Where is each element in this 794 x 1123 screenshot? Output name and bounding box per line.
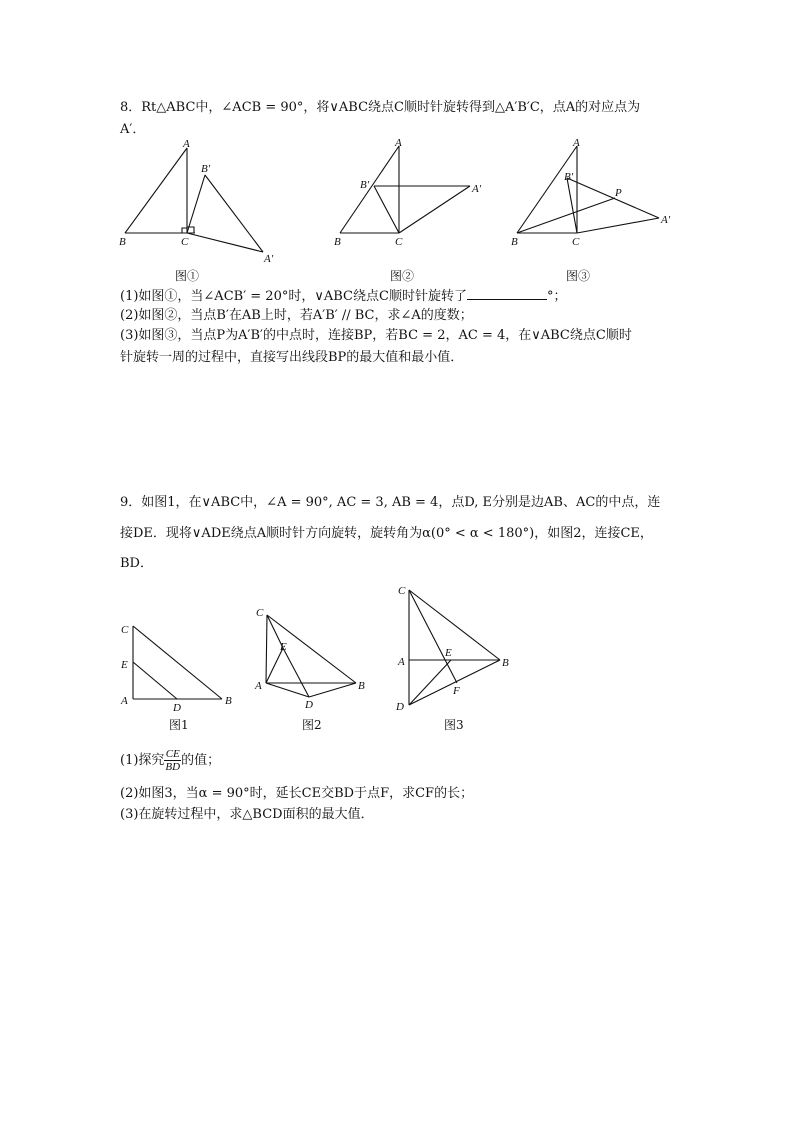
q8-fig3-label-Ap: A′	[661, 214, 671, 226]
q9-part1-tail: 的值；	[181, 753, 221, 768]
q8-part3-line1: (3)如图③，当点P为A′B′的中点时，连接BP，若BC = 2，AC = 4，在∨ABC绕点C顺时	[120, 328, 632, 343]
q9-fig2-label-B: B	[358, 680, 365, 692]
q8-caption-2: 图②	[390, 269, 415, 283]
q9-fig3-label-D: D	[396, 701, 404, 713]
q8-caption-3: 图③	[566, 269, 591, 283]
q9-part1-text: (1)探究	[120, 753, 165, 768]
q9-stem-line1: 9．如图1，在∨ABC中，∠A = 90°, AC = 3, AB = 4，点D, E分别是边AB、AC的中点，连	[120, 495, 661, 510]
q8-part3-line2: 针旋转一周的过程中，直接写出线段BP的最大值和最小值．	[120, 350, 464, 365]
q8-part1	[120, 287, 566, 305]
q9-fig1-label-C: C	[121, 624, 129, 636]
q9-fig2-label-D: D	[305, 699, 313, 711]
q8-fig2-label-C: C	[395, 236, 403, 248]
q9-stem-line3: BD．	[120, 556, 153, 571]
q8-fig2-label-B: B	[334, 236, 341, 248]
q8-fig1-label-C: C	[181, 236, 189, 248]
q8-fig2-label-Ap: A′	[472, 183, 482, 195]
q9-fig3-label-A: A	[398, 656, 405, 668]
q8-fig3-label-Bp: B′	[564, 171, 574, 183]
q9-fig3-label-C: C	[398, 585, 406, 597]
q9-fig3-label-B: B	[502, 657, 509, 669]
q8-fig2-label-Bp: B′	[360, 179, 370, 191]
q8-part2: (2)如图②，当点B′在AB上时，若A′B′ // BC，求∠A的度数；	[120, 308, 473, 323]
q8-fig3-label-C: C	[572, 236, 580, 248]
q8-caption-1: 图①	[175, 269, 200, 283]
q8-fig1-label-A: A	[183, 138, 190, 150]
q9-fig1-label-A: A	[121, 695, 128, 707]
q9-fig1-label-B: B	[225, 695, 232, 707]
q8-fig3-label-A: A	[573, 137, 580, 149]
q8-part1-text: (1)如图①，当∠ACB′ = 20°时，∨ABC绕点C顺时针旋转了	[120, 289, 467, 304]
q9-fig1-label-D: D	[173, 702, 181, 714]
q9-fig2-label-A: A	[255, 680, 262, 692]
q9-figure-2	[250, 600, 375, 715]
q9-part1-numerator: CE	[165, 748, 180, 760]
q8-fig1-label-B: B	[119, 236, 126, 248]
q9-fig3-label-E: E	[445, 647, 452, 659]
q8-part1-blank[interactable]	[467, 287, 547, 300]
q8-fig1-label-Bp: B′	[201, 163, 211, 175]
q9-figure-3	[392, 582, 517, 712]
q8-fig1-label-Ap: A′	[264, 253, 274, 265]
q8-fig3-label-P: P	[615, 187, 622, 199]
q8-figure-3	[507, 138, 682, 248]
q9-stem-line2: 接DE．现将∨ADE绕点A顺时针方向旋转，旋转角为α(0° < α < 180°)，如图2，连接CE，	[120, 526, 653, 541]
q8-stem-line1: 8．Rt△ABC中，∠ACB = 90°，将∨ABC绕点C顺时针旋转得到△A′B′C，点A的对应点为	[120, 100, 641, 115]
q9-caption-1: 图1	[169, 718, 189, 732]
q9-figure-1	[115, 618, 245, 713]
q8-fig2-label-A: A	[395, 137, 402, 149]
q9-fig2-label-C: C	[256, 607, 264, 619]
q9-part1-denominator: BD	[165, 761, 181, 773]
q9-part1-fraction	[164, 748, 181, 773]
q8-figure-2	[330, 138, 500, 248]
q9-caption-3: 图3	[444, 718, 464, 732]
q9-part2: (2)如图3，当α = 90°时，延长CE交BD于点F，求CF的长；	[120, 786, 474, 801]
q9-part3: (3)在旋转过程中，求△BCD面积的最大值．	[120, 807, 374, 822]
q9-fig1-label-E: E	[121, 659, 128, 671]
q9-fig3-label-F: F	[453, 685, 460, 697]
q9-fig2-label-E: E	[280, 641, 287, 653]
q9-caption-2: 图2	[302, 718, 322, 732]
q8-stem-line2: A′．	[120, 122, 146, 137]
q8-part1-unit: °；	[546, 289, 567, 304]
q8-fig3-label-B: B	[511, 236, 518, 248]
q8-figure-1	[115, 138, 285, 268]
q9-part1	[120, 748, 220, 774]
